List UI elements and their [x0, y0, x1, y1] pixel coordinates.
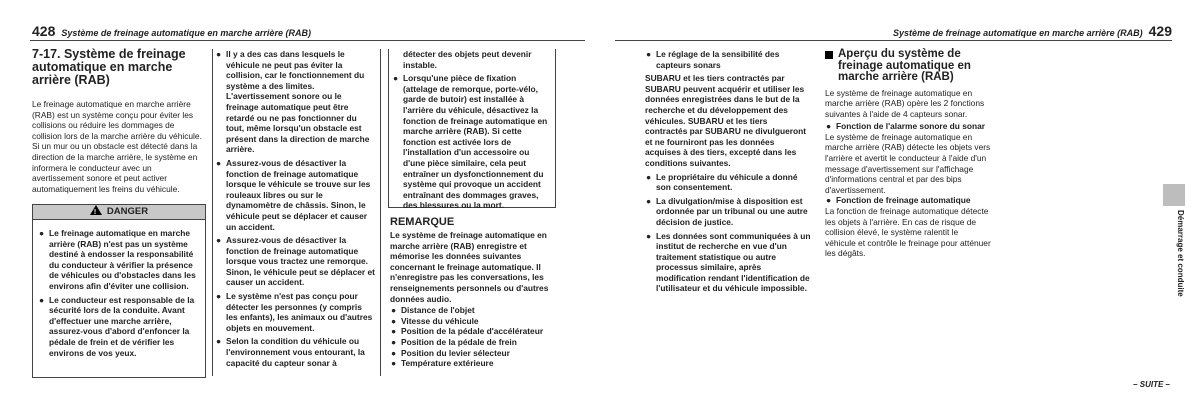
list-item: ● Position du levier sélecteur	[391, 347, 510, 358]
col2-list	[215, 49, 375, 368]
list-item: ● Assurez-vous de désactiver la fonction de freinage automatique lorsque vous tractez une remorque. Sinon, le véhicule peut se déplacer et causer un accident.	[216, 235, 375, 288]
danger-header	[33, 205, 205, 220]
left-page-number: 428	[32, 23, 56, 39]
remarque-text: Le système de freinage automatique en marche arrière (RAB) enregistre et mémorise les données suivantes concernant le freinage automatique. Il n'enregistre pas les conversations, les renseignements personnels ou d'autres données audio.	[390, 230, 549, 304]
intro-paragraph: Le freinage automatique en marche arrière (RAB) est un système conçu pour éviter les collisions ou réduire les dommages de collision lors de la marche arrière du véhicule. Si un mur ou un obstacle est détecté dans la direction de la marche arrière, le système en informera le conducteur avec un avertissement sonore et peut activer automatiquement les freins du véhicule.	[32, 99, 202, 194]
square-bullet-icon	[825, 51, 833, 59]
list-item: ● Lorsqu'une pièce de fixation (attelage de remorque, porte-vélo, garde de butoir) est installée à l'arrière du véhicule, désactivez la fonction de freinage automatique en marche arrière (RAB). Si cette fonction est activée lors de l'installation d'un accessoire ou d'une pièce similaire, cela peut entraîner un dysfonctionnement du système qui provoque un accident entraînant des dommages graves, des blessures ou la mort.	[393, 73, 548, 211]
left-column-2	[215, 49, 375, 371]
right-col1-list	[645, 172, 811, 295]
right-header-title: Système de freinage automatique en marche arrière (RAB)	[893, 28, 1143, 38]
list-item: ● Le propriétaire du véhicule a donné son consentement.	[646, 171, 798, 193]
list-item: ● Fonction de freinage automatique	[826, 195, 971, 206]
list-item: ● Vitesse du véhicule	[391, 315, 479, 326]
danger-label: DANGER	[106, 206, 149, 217]
danger-list	[33, 220, 205, 358]
right-page-header	[880, 23, 1172, 39]
right-page-number: 429	[1148, 23, 1172, 39]
remarque-list	[390, 305, 556, 369]
right-column-2	[825, 49, 991, 259]
list-item: ● Fonction de l'alarme sonore du sonar	[826, 121, 986, 132]
chapter-side-tab	[1163, 184, 1185, 206]
list-item: ● Position de la pédale d'accélérateur	[391, 326, 544, 337]
left-page-header	[32, 23, 372, 39]
left-column-1	[32, 48, 204, 194]
list-item: ● Selon la condition du véhicule ou l'environnement vous entourant, la capacité du capteur sonar à	[216, 336, 365, 368]
left-column-3	[392, 49, 550, 214]
list-item: ● Le freinage automatique en marche arrière (RAB) n'est pas un système destiné à endosser la responsabilité du conducteur à vérifier la présence de véhicules ou d'obstacles dans les environs afin d'éviter une collision.	[39, 228, 196, 291]
overview-intro: Le système de freinage automatique en marche arrière (RAB) opère les 2 fonctions suivantes à l'aide de 4 capteurs sonar.	[825, 87, 985, 119]
right-col1-top-list	[645, 49, 811, 70]
overview-title: Aperçu du système de freinage automatique en marche arrière (RAB)	[838, 48, 971, 83]
list-item: ● Le conducteur est responsable de la sécurité lors de la conduite. Avant d'effectuer une marche arrière, assurez-vous d'abord d'enfoncer la pédale de frein et de vérifier les environs de vos yeux.	[39, 294, 195, 358]
func2-heading	[825, 195, 991, 206]
danger-box	[32, 204, 206, 378]
list-item: ● Température extérieure	[391, 358, 494, 369]
list-item: ● Le système n'est pas conçu pour détecter les personnes (y compris les enfants), les animaux ou d'autres objets en mouvement.	[216, 291, 373, 333]
col3-continued-text: détecter des objets peut devenir instable.	[403, 49, 532, 70]
list-item: ● La divulgation/mise à disposition est ordonnée par un tribunal ou une autre décision de justice.	[646, 195, 808, 227]
list-item: ● Il y a des cas dans lesquels le véhicule ne peut pas éviter la collision, car le fonctionnement du système a des limites. L'avertissement sonore ou le freinage automatique peut être retardé ou ne pas fonctionner du tout, même lorsqu'un obstacle est présent dans la direction de marche arrière.	[216, 49, 370, 155]
list-item: ● Distance de l'objet	[391, 305, 475, 316]
warning-icon: !	[90, 205, 102, 215]
list-item: ● Le réglage de la sensibilité des capteurs sonars	[646, 49, 780, 70]
section-title: 7-17. Système de freinage automatique en marche arrière (RAB)	[32, 47, 186, 87]
func2-text: La fonction de freinage automatique détecte les objets à l'arrière. En cas de risque de collision élevé, le système ralentit le véhicule et contrôle le freinage pour atténuer les dégâts.	[825, 206, 991, 259]
list-item: ● Position de la pédale de frein	[391, 336, 517, 347]
func1-text: Le système de freinage automatique en marche arrière (RAB) détecte les objets vers l'arrière et avertit le conducteur à l'aide d'un message d'avertissement sur l'affichage d'informations central et par des bips d'avertissement.	[825, 131, 991, 195]
left-header-rule	[30, 40, 585, 41]
right-column-1	[645, 49, 811, 297]
right-col1-paragraph: SUBARU et les tiers contractés par SUBARU peuvent acquérir et utiliser les données enregistrées dans le but de la recherche et du développement des véhicules. SUBARU et les tiers contractés par SUBARU ne divulgueront et ne fourniront pas les données acquises à des tiers, excepté dans les conditions suivantes.	[645, 73, 807, 168]
overview-title-block	[825, 49, 991, 84]
remarque-block	[390, 216, 556, 369]
list-item: ● Les données sont communiquées à un institut de recherche en vue d'un traitement statistique ou autre processus similaire, après modification rendant l'identification de l'utilisateur et du véhicule impossible.	[646, 230, 811, 294]
continued-marker: – SUITE –	[1133, 380, 1170, 389]
left-header-title: Système de freinage automatique en marche arrière (RAB)	[61, 28, 311, 38]
col3-list	[392, 73, 550, 211]
chapter-side-tab-label: Démarrage et conduite	[1176, 210, 1185, 297]
remarque-title: REMARQUE	[390, 216, 455, 228]
func1-heading	[825, 121, 991, 132]
right-header-rule	[615, 40, 1172, 41]
list-item: ● Assurez-vous de désactiver la fonction de freinage automatique lorsque le véhicule se trouve sur les rouleaux libres ou sur le dynamomètre de châssis. Sinon, le véhicule peut se déplacer et causer un accident.	[216, 157, 371, 232]
